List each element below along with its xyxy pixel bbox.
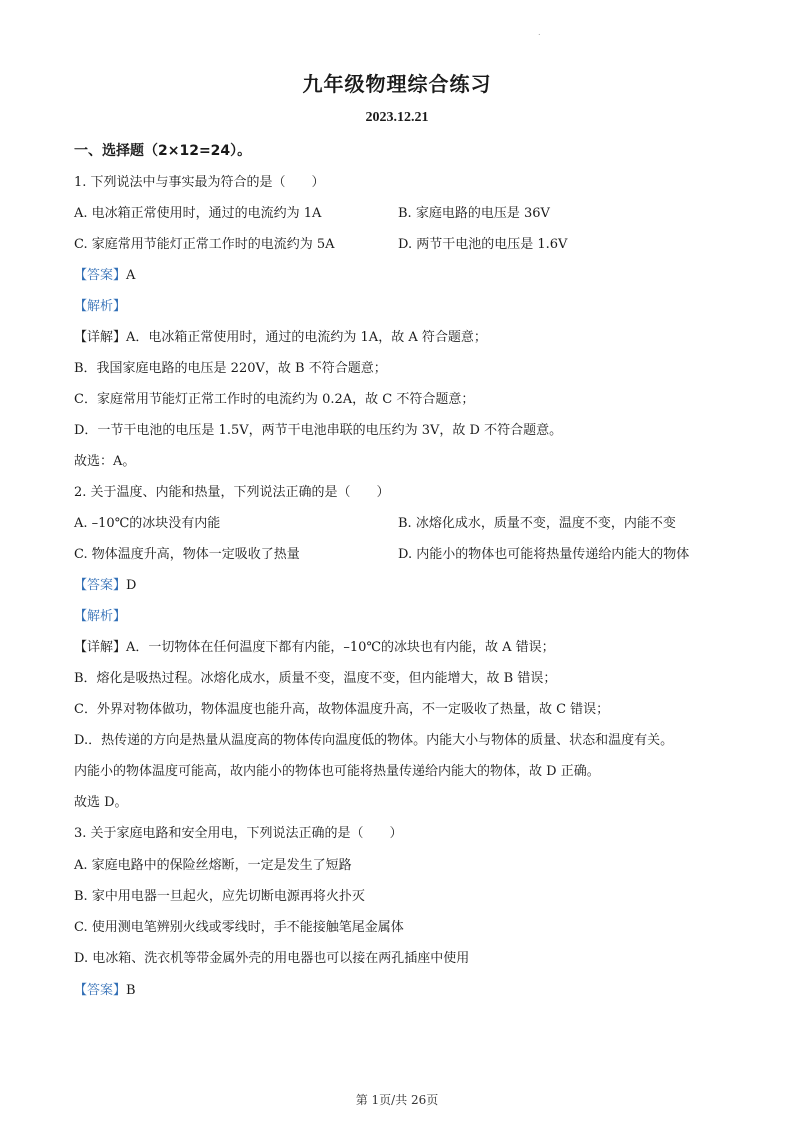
q1-option-c: C. 家庭常用节能灯正常工作时的电流约为 5A	[74, 237, 335, 252]
q1-conclusion: 故选：A。	[74, 454, 136, 469]
q1-detail-3: C．家庭常用节能灯正常工作时的电流约为 0.2A，故 C 不符合题意；	[74, 392, 475, 407]
q1-option-a: A. 电冰箱正常使用时，通过的电流约为 1A	[74, 206, 322, 221]
answer-value: B	[126, 983, 136, 998]
q2-detail-1: 【详解】A．一切物体在任何温度下都有内能，–10℃的冰块也有内能，故 A 错误；	[74, 640, 555, 655]
q2-stem: 2. 关于温度、内能和热量，下列说法正确的是（ ）	[74, 485, 390, 500]
document-title: 九年级物理综合练习	[302, 72, 492, 96]
q2-detail-5: 内能小的物体温度可能高，故内能小的物体也可能将热量传递给内能大的物体，故 D 正确。	[74, 764, 600, 779]
detail-tag: 【详解】	[74, 640, 127, 655]
q2-option-b: B. 冰熔化成水，质量不变，温度不变，内能不变	[398, 516, 676, 531]
answer-tag: 【答案】	[74, 268, 127, 283]
q2-detail-3: C．外界对物体做功，物体温度也能升高，故物体温度升高，不一定吸收了热量，故 C 错误；	[74, 702, 610, 717]
answer-tag: 【答案】	[74, 578, 127, 593]
q2-option-a: A. –10℃的冰块没有内能	[74, 516, 221, 531]
answer-value: A	[126, 268, 136, 283]
detail-tag: 【详解】	[74, 330, 127, 345]
q1-detail-4: D．一节干电池的电压是 1.5V，两节干电池串联的电压约为 3V，故 D 不符合题意。	[74, 423, 563, 438]
q1-option-d: D. 两节干电池的电压是 1.6V	[398, 237, 568, 252]
answer-tag: 【答案】	[74, 983, 127, 998]
q3-stem: 3. 关于家庭电路和安全用电，下列说法正确的是（ ）	[74, 826, 403, 841]
q2-answer	[74, 577, 136, 595]
q2-detail-2: B．熔化是吸热过程。冰熔化成水，质量不变，温度不变，但内能增大，故 B 错误；	[74, 671, 557, 686]
answer-value: D	[126, 578, 137, 593]
q1-detail-2: B．我国家庭电路的电压是 220V，故 B 不符合题意；	[74, 361, 387, 376]
document-date: 2023.12.21	[365, 110, 429, 125]
q1-analysis-tag: 【解析】	[74, 299, 127, 314]
q1-stem: 1. 下列说法中与事实最为符合的是（ ）	[74, 175, 325, 190]
q2-detail-4: D.．热传递的方向是热量从温度高的物体传向温度低的物体。内能大小与物体的质量、状态和温度有关。	[74, 733, 674, 748]
q2-option-c: C. 物体温度升高，物体一定吸收了热量	[74, 547, 300, 562]
q2-analysis-tag: 【解析】	[74, 609, 127, 624]
q2-option-d: D. 内能小的物体也可能将热量传递给内能大的物体	[398, 547, 690, 562]
q3-option-b: B. 家中用电器一旦起火，应先切断电源再将火扑灭	[74, 889, 365, 904]
q3-option-d: D. 电冰箱、洗衣机等带金属外壳的用电器也可以接在两孔插座中使用	[74, 951, 470, 966]
page-dot: .	[538, 28, 541, 37]
q1-detail-1: 【详解】A．电冰箱正常使用时，通过的电流约为 1A，故 A 符合题意；	[74, 330, 487, 345]
q1-answer	[74, 267, 135, 285]
q3-option-c: C. 使用测电笔辨别火线或零线时，手不能接触笔尾金属体	[74, 920, 404, 935]
section-heading: 一、选择题（2×12=24）。	[74, 143, 252, 159]
page-footer: 第 1页/共 26页	[355, 1093, 439, 1107]
q3-answer	[74, 982, 136, 1000]
q2-conclusion: 故选 D。	[74, 795, 128, 810]
q3-option-a: A. 家庭电路中的保险丝熔断，一定是发生了短路	[74, 858, 352, 873]
q1-option-b: B. 家庭电路的电压是 36V	[398, 206, 550, 221]
